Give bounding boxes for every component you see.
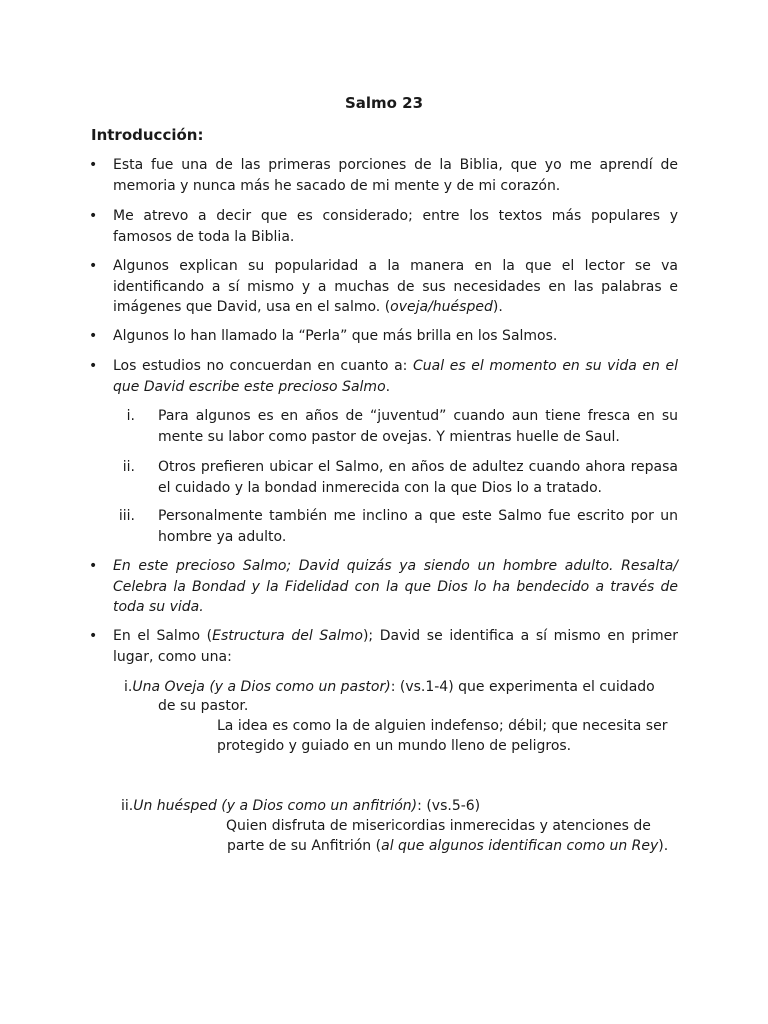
roman-numeral: ii.: [122, 459, 135, 475]
sub-paragraph-1: Para algunos es en años de “juventud” cuando aun tiene fresca en su mente su labor como pastor de ovejas. Y mientras huelle de Saul.: [158, 408, 678, 445]
bullet-icon: •: [89, 628, 98, 644]
intro-paragraph-4: Algunos lo han llamado la “Perla” que más brilla en los Salmos.: [113, 328, 558, 344]
sub-paragraph-3: Personalmente también me inclino a que este Salmo fue escrito por un hombre ya adulto.: [158, 508, 678, 545]
intro-paragraph-7: En el Salmo (Estructura del Salmo); David se identifica a sí mismo en primer lugar, como una:: [113, 628, 678, 665]
bullet-icon: •: [89, 328, 98, 344]
intro-paragraph-2: Me atrevo a decir que es considerado; entre los textos más populares y famosos de toda la Biblia.: [113, 208, 678, 245]
document-title: Salmo 23: [344, 94, 424, 112]
structure-item-2: ii.Un huésped (y a Dios como un anfitrión): (vs.5-6): [121, 798, 481, 814]
structure-item-2-desc: Quien disfruta de misericordias inmerecidas y atenciones de: [226, 818, 651, 834]
bullet-icon: •: [89, 558, 98, 574]
structure-item-1-cont: de su pastor.: [158, 698, 249, 714]
sub-paragraph-2: Otros prefieren ubicar el Salmo, en años de adultez cuando ahora repasa el cuidado y la bondad inmerecida con la que Dios lo a tratado.: [158, 459, 678, 496]
intro-paragraph-5: Los estudios no concuerdan en cuanto a: Cual es el momento en su vida en el que David escribe este precioso Salmo.: [113, 358, 679, 395]
structure-item-2-desc-cont: parte de su Anfitrión (al que algunos identifican como un Rey).: [227, 838, 669, 854]
bullet-icon: •: [89, 258, 98, 274]
bullet-icon: •: [89, 157, 98, 173]
section-heading: Introducción:: [91, 126, 204, 144]
structure-item-1: i.Una Oveja (y a Dios como un pastor): (vs.1-4) que experimenta el cuidado: [124, 679, 655, 695]
structure-item-1-desc: La idea es como la de alguien indefenso; débil; que necesita ser: [217, 718, 668, 734]
intro-paragraph-6: En este precioso Salmo; David quizás ya siendo un hombre adulto. Resalta/ Celebra la Bondad y la Fidelidad con la que Dios lo ha bendecido a través de toda su vida.: [113, 558, 678, 615]
roman-numeral: iii.: [118, 508, 135, 524]
roman-numeral: i.: [126, 408, 135, 424]
intro-paragraph-3: Algunos explican su popularidad a la manera en la que el lector se va identificando a sí mismo y a muchas de sus necesidades en las palabras e imágenes que David, usa en el salmo. (oveja/huésped).: [113, 258, 678, 315]
bullet-icon: •: [89, 358, 98, 374]
bullet-icon: •: [89, 208, 98, 224]
structure-item-1-desc-cont: protegido y guiado en un mundo lleno de peligros.: [217, 738, 572, 754]
intro-paragraph-1: Esta fue una de las primeras porciones de la Biblia, que yo me aprendí de memoria y nunca más he sacado de mi mente y de mi corazón.: [113, 157, 678, 194]
